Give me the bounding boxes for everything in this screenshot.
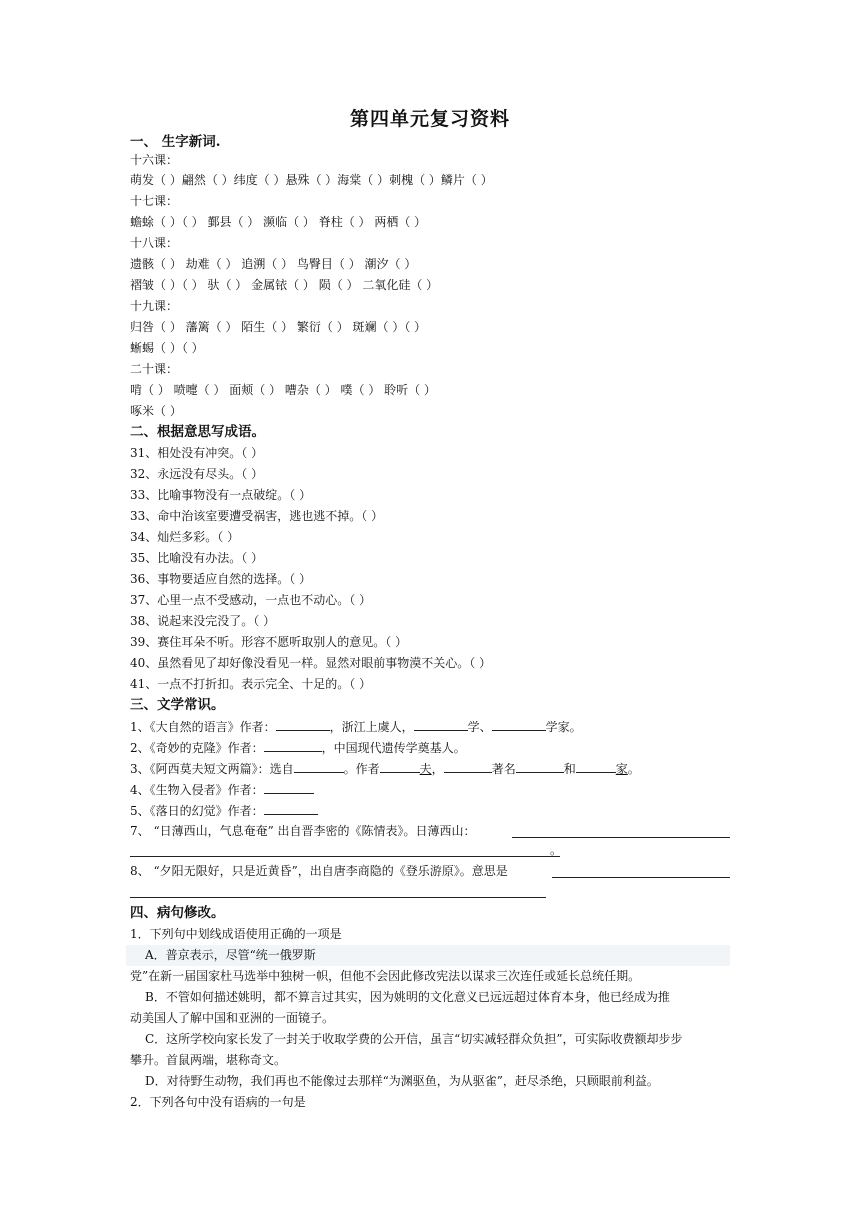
literature-q5: 5、《落日的幻觉》作者：	[130, 802, 318, 819]
option-a-line-2: 党”在新一届国家杜马选举中独树一帜，但他不会因此修改宪法以谋求三次连任或延长总统任期。	[130, 969, 641, 983]
idiom-item: 33、比喻事物没有一点破绽。（ ）	[130, 488, 312, 502]
idiom-item: 38、说起来没完没了。（ ）	[130, 614, 276, 628]
lesson-16-label: 十六课：	[130, 153, 179, 167]
answer-line	[130, 856, 560, 857]
lesson-17-label: 十七课：	[130, 194, 179, 208]
section-1-heading: 一、 生字新词.	[130, 134, 221, 150]
lesson-19-row-1: 归咎（ ） 藩篱（ ） 陌生（ ） 繁衍（ ） 斑斓（ ）（ ）	[130, 320, 427, 334]
section-2-heading: 二、根据意思写成语。	[130, 424, 265, 440]
lesson-17-row: 蟾蜍（ ）（ ） 鄞县（ ） 濒临（ ） 脊柱（ ） 两栖（ ）	[130, 215, 427, 229]
page-title: 第四单元复习资料	[349, 108, 510, 130]
idiom-item: 41、一点不打折扣。表示完全、十足的。（ ）	[130, 677, 372, 691]
answer-line	[130, 897, 546, 898]
idiom-item: 32、永远没有尽头。（ ）	[130, 467, 264, 481]
option-d-line-1: D．对待野生动物，我们再也不能像过去那样“为渊驱鱼，为从驱雀”，赶尽杀绝，只顾眼前利益。	[145, 1074, 659, 1088]
lesson-18-row-1: 遗骸（ ） 劫难（ ） 追溯（ ） 鸟臀目（ ） 潮汐（ ）	[130, 257, 417, 271]
literature-q7-end: 。	[550, 843, 563, 857]
lesson-18-row-2: 褶皱（ ）（ ） 驮（ ） 金属铱（ ） 陨（ ） 二氧化硅（ ）	[130, 278, 439, 292]
section-4-heading: 四、病句修改。	[130, 905, 225, 921]
option-a-line-1: A．普京表示，尽管“统一俄罗斯	[145, 948, 316, 962]
lesson-16-row: 萌发（ ）翩然（ ）纬度（ ）悬殊（ ）海棠（ ）刺槐（ ）鳞片（ ）	[130, 173, 493, 187]
literature-q7: 7、 “日薄西山，气息奄奄” 出自晋李密的《陈情表》。日薄西山：	[130, 824, 476, 838]
option-b-line-2: 动美国人了解中国和亚洲的一面镜子。	[130, 1011, 335, 1025]
lesson-19-label: 十九课：	[130, 299, 179, 313]
lesson-18-label: 十八课：	[130, 236, 179, 250]
lesson-20-row-1: 啃（ ） 喷嚏（ ） 面颊（ ） 嘈杂（ ） 噗（ ） 聆听（ ）	[130, 383, 436, 397]
idiom-item: 39、赛住耳朵不听。形容不愿听取别人的意见。（ ）	[130, 635, 408, 649]
literature-q1: 1、《大自然的语言》作者： ，浙江上虞人， 学、 学家。	[130, 720, 582, 734]
idiom-item: 36、事物要适应自然的选择。（ ）	[130, 572, 312, 586]
idiom-item: 31、相处没有冲突。（ ）	[130, 446, 264, 460]
idiom-item: 33、命中治该室要遭受祸害，逃也逃不掉。（ ）	[130, 509, 384, 523]
sentence-q2: 2．下列各句中没有语病的一句是	[130, 1095, 306, 1109]
literature-q3: 3、《阿西莫夫短文两篇》：选自 。作者 夫， 著名 和 家。	[130, 762, 640, 776]
idiom-item: 35、比喻没有办法。（ ）	[130, 551, 264, 565]
literature-q2: 2、《奇妙的克隆》作者： ，中国现代遗传学奠基人。	[130, 741, 466, 755]
section-3-heading: 三、文学常识。	[130, 697, 225, 713]
lesson-20-row-2: 啄米（ ）	[130, 404, 182, 418]
option-c-line-1: C．这所学校向家长发了一封关于收取学费的公开信，虽言“切实减轻群众负担”，可实际收费额却步步	[145, 1032, 683, 1046]
option-b-line-1: B．不管如何描述姚明，都不算言过其实，因为姚明的文化意义已远远超过体育本身，他已经成为推	[145, 990, 670, 1004]
answer-line	[512, 837, 730, 838]
answer-line	[552, 877, 730, 878]
option-c-line-2: 攀升。首鼠两端，堪称奇文。	[130, 1053, 287, 1067]
idiom-item: 37、心里一点不受感动，一点也不动心。（ ）	[130, 593, 372, 607]
literature-q4: 4、《生物入侵者》作者：	[130, 781, 314, 798]
idiom-item: 34、灿烂多彩。（ ）	[130, 530, 240, 544]
sentence-q1: 1．下列句中划线成语使用正确的一项是	[130, 927, 342, 941]
lesson-20-label: 二十课：	[130, 362, 179, 376]
idiom-item: 40、虽然看见了却好像没看见一样。显然对眼前事物漠不关心。（ ）	[130, 656, 492, 670]
lesson-19-row-2: 蜥蜴（ ）（ ）	[130, 341, 204, 355]
literature-q8: 8、 “夕阳无限好，只是近黄昏”，出自唐李商隐的《登乐游原》。意思是	[130, 864, 508, 878]
